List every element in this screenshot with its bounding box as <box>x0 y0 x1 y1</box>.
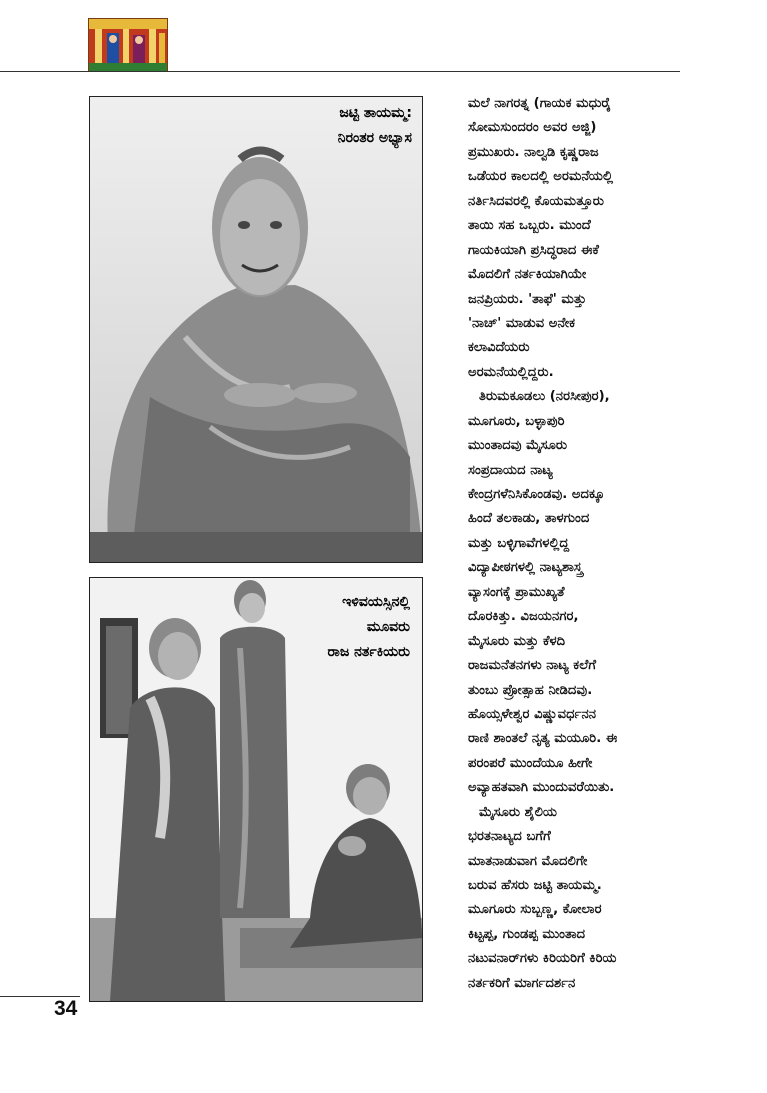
photo2-caption-line: ರಾಜ ನರ್ತಕಿಯರು <box>327 644 410 660</box>
article-line: ಅವ್ಯಾಹತವಾಗಿ ಮುಂದುವರೆಯಿತು. <box>468 780 615 796</box>
article-line: ಪರಂಪರೆ ಮುಂದೆಯೂ ಹೀಗೇ <box>468 755 593 771</box>
article-line: ಸಂಪ್ರದಾಯದ ನಾಟ್ಯ <box>468 462 553 478</box>
article-line: ಸೋಮಸುಂದರಂ ಅವರ ಅಜ್ಜಿ) <box>468 120 597 136</box>
article-line: ತಾಯಿ ಸಹ ಒಬ್ಬರು. ಮುಂದೆ <box>468 218 591 234</box>
article-line: ಕಲಾವಿದೆಯರು <box>468 340 530 356</box>
article-line: ಗಾಯಕಿಯಾಗಿ ಪ್ರಸಿದ್ಧರಾದ ಈಕೆ <box>468 242 599 258</box>
article-line: ರಾಜಮನೆತನಗಳು ನಾಟ್ಯ ಕಲೆಗೆ <box>468 658 596 674</box>
photo1-caption-line: ನಿರಂತರ ಅಭ್ಯಾಸ <box>337 130 412 146</box>
page-number: 34 <box>54 997 78 1020</box>
article-line: ಮುಂತಾದವು ಮೈಸೂರು <box>468 438 568 454</box>
article-line: ನರ್ತಿಸಿದವರಲ್ಲಿ ಕೊಯಮತ್ತೂರು <box>468 193 604 209</box>
article-line: 'ನಾಚ್' ಮಾಡುವ ಅನೇಕ <box>468 315 576 331</box>
photo1-caption <box>338 101 412 151</box>
article-line: ಕೇಂದ್ರಗಳೆನಿಸಿಕೊಂಡವು. ಅದಕ್ಕೂ <box>468 487 605 502</box>
article-line: ಅರಮನೆಯಲ್ಲಿದ್ದರು. <box>468 364 554 380</box>
article-line: ನಟುವನಾರ್‌ಗಳು ಕಿರಿಯರಿಗೆ ಕಿರಿಯ <box>468 951 617 967</box>
article-line: ಮೈಸೂರು ಮತ್ತು ಕೆಳದಿ <box>468 633 566 649</box>
article-line: ಮೂಗೂರು, ಬಳ್ಳಾಪುರಿ <box>468 413 565 429</box>
article-line: ವ್ಯಾಸಂಗಕ್ಕೆ ಪ್ರಾಮುಖ್ಯತೆ <box>468 584 565 600</box>
photo1-caption-line: ಜಟ್ಟಿ ತಾಯಮ್ಮ: <box>339 105 412 121</box>
header-rule <box>0 71 680 72</box>
article-line: ತುಂಬು ಪ್ರೋತ್ಸಾಹ ನೀಡಿದವು. <box>468 682 593 698</box>
article-column <box>468 92 688 996</box>
photo2-caption-line: ಮೂವರು <box>366 619 410 635</box>
article-line: ಮಾತನಾಡುವಾಗ ಮೊದಲಿಗೇ <box>468 853 588 869</box>
article-line: ಒಡೆಯರ ಕಾಲದಲ್ಲಿ ಅರಮನೆಯಲ್ಲಿ <box>468 169 614 185</box>
article-line: ಕಿಟ್ಟಪ್ಪ, ಗುಂಡಪ್ಪ ಮುಂತಾದ <box>468 926 586 942</box>
photo2-caption <box>328 590 411 665</box>
photo-jatti-tayamma <box>89 96 423 563</box>
photo-three-court-dancers <box>89 577 423 1002</box>
article-line: ಭರತನಾಟ್ಯದ ಬಗೆಗೆ <box>468 829 551 845</box>
article-line: ವಿದ್ಯಾಪೀಠಗಳಲ್ಲಿ ನಾಟ್ಯಶಾಸ್ತ್ರ <box>468 560 583 576</box>
article-line: ಮೊದಲಿಗೆ ನರ್ತಕಿಯಾಗಿಯೇ <box>468 267 587 283</box>
article-line: ಹಿಂದೆ ತಲಕಾಡು, ತಾಳಗುಂದ <box>468 511 590 527</box>
article-line: ಮೈಸೂರು ಶೈಲಿಯ <box>479 804 558 820</box>
article-line: ಬರುವ ಹೆಸರು ಜಟ್ಟಿ ತಾಯಮ್ಮ. <box>468 878 602 893</box>
article-line: ದೊರಕಿತ್ತು. ವಿಜಯನಗರ, <box>468 609 579 625</box>
article-line: ತಿರುಮಕೂಡಲು (ನರಸೀಪುರ), <box>479 389 610 405</box>
seated-elder-woman-photo <box>90 97 422 562</box>
temple-pillar-emblem-icon <box>88 18 168 72</box>
article-line: ಹೊಯ್ಸಳೇಶ್ವರ ವಿಷ್ಣುವರ್ಧನನ <box>468 706 597 722</box>
article-line: ಮತ್ತು ಬಳ್ಳಿಗಾವೆಗಳಲ್ಲಿದ್ದ <box>468 535 570 551</box>
article-line: ನರ್ತಕರಿಗೆ ಮಾರ್ಗದರ್ಶನ <box>468 975 576 991</box>
article-line: ಮಲೆ ನಾಗರತ್ನ (ಗಾಯಕ ಮಧುರೈ <box>468 96 612 111</box>
article-line: ಪ್ರಮುಖರು. ನಾಲ್ವಡಿ ಕೃಷ್ಣರಾಜ <box>468 144 599 160</box>
article-line: ಮೂಗೂರು ಸುಬ್ಬಣ್ಣ, ಕೋಲಾರ <box>468 902 602 918</box>
photo2-caption-line: ಇಳಿವಯಸ್ಸಿನಲ್ಲಿ <box>342 594 410 610</box>
article-line: ಜನಪ್ರಿಯರು. 'ತಾಫೆ' ಮತ್ತು <box>468 291 587 307</box>
article-line: ರಾಣಿ ಶಾಂತಲೆ ನೃತ್ಯ ಮಯೂರಿ. ಈ <box>468 731 618 747</box>
